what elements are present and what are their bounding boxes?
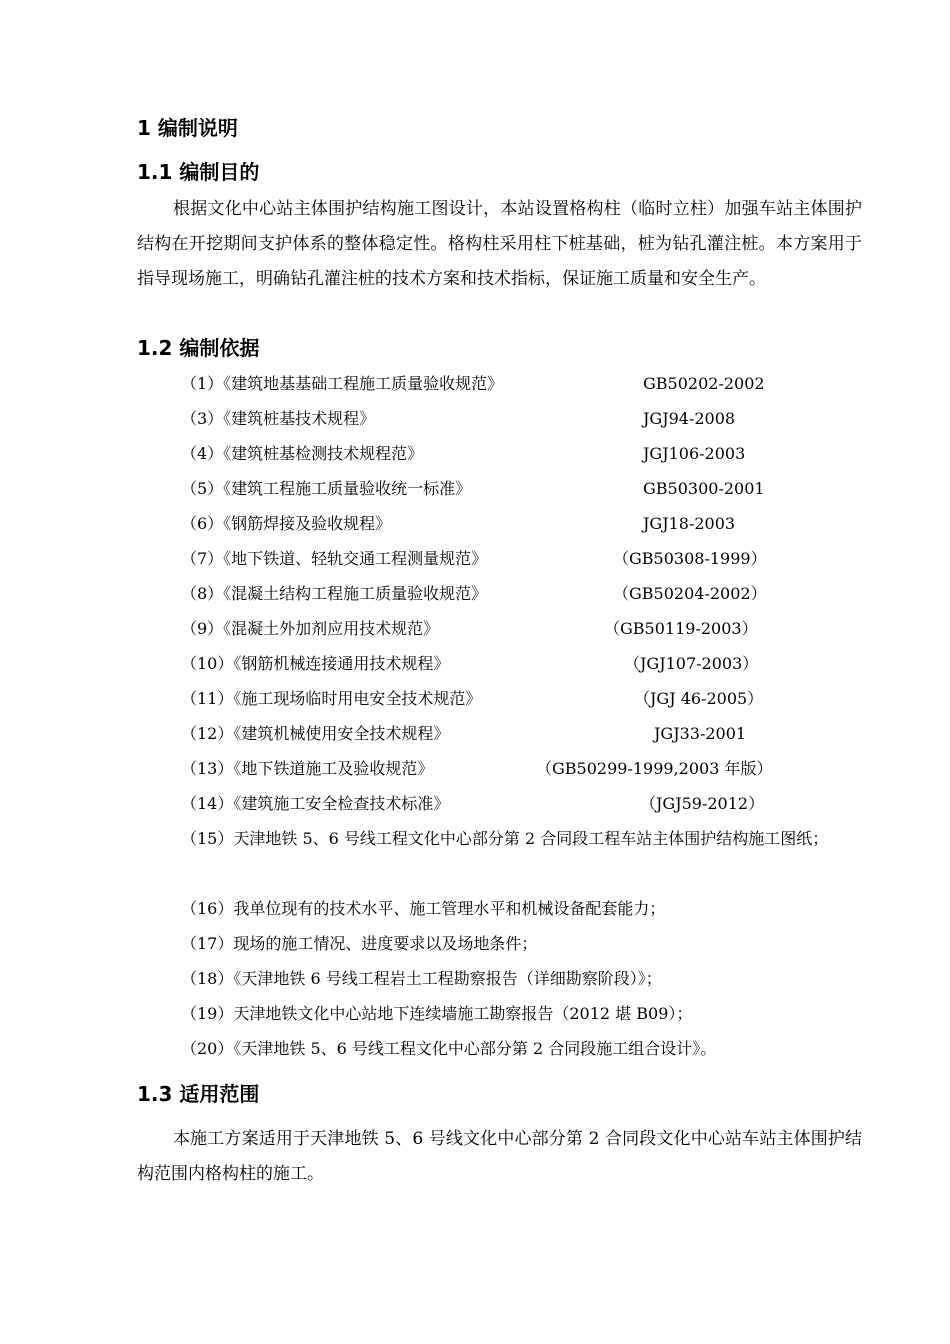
heading-1-2: 1.2 编制依据 <box>137 336 260 360</box>
reference-code: （GB50308-1999） <box>613 549 767 568</box>
reference-title: （13）《地下铁道施工及验收规范》 <box>181 759 434 778</box>
reference-code: GB50300-2001 <box>643 479 765 498</box>
reference-code: （JGJ 46-2005） <box>634 689 764 708</box>
reference-title: （7）《地下铁道、轻轨交通工程测量规范》 <box>181 549 488 568</box>
reference-code: JGJ106-2003 <box>643 444 746 463</box>
reference-title: （14）《建筑施工安全检查技术标准》 <box>181 794 450 813</box>
reference-title: （9）《混凝土外加剂应用技术规范》 <box>181 619 440 638</box>
reference-title: （8）《混凝土结构工程施工质量验收规范》 <box>181 584 488 603</box>
heading-1: 1 编制说明 <box>137 116 238 140</box>
reference-title: （4）《建筑桩基检测技术规程范》 <box>181 444 424 463</box>
reference-title: （5）《建筑工程施工质量验收统一标准》 <box>181 479 472 498</box>
reference-item-20: （20）《天津地铁 5、6 号线工程文化中心部分第 2 合同段施工组合设计》。 <box>181 1039 717 1058</box>
purpose-paragraph: 根据文化中心站主体围护结构施工图设计，本站设置格构柱（临时立柱）加强车站主体围护结构在开挖期间支护体系的整体稳定性。格构柱采用柱下桩基础，桩为钻孔灌注桩。本方案用于指导现场施工，明确钻孔灌注桩的技术方案和技术指标，保证施工质量和安全生产。 <box>137 199 862 289</box>
scope-paragraph: 本施工方案适用于天津地铁 5、6 号线文化中心部分第 2 合同段文化中心站车站主体围护结构范围内格构柱的施工。 <box>137 1129 862 1184</box>
reference-item <box>0 681 950 716</box>
reference-item <box>0 401 950 436</box>
reference-item <box>0 751 950 786</box>
reference-title: （12）《建筑机械使用安全技术规程》 <box>181 724 450 743</box>
reference-item <box>0 471 950 506</box>
reference-item <box>0 576 950 611</box>
reference-code: JGJ18-2003 <box>643 514 736 533</box>
reference-item <box>0 541 950 576</box>
reference-code: GB50202-2002 <box>643 374 765 393</box>
reference-item-18: （18）《天津地铁 6 号线工程岩土工程勘察报告（详细勘察阶段）》； <box>181 969 662 988</box>
reference-code: （GB50204-2002） <box>613 584 767 603</box>
reference-title: （1）《建筑地基基础工程施工质量验收规范》 <box>181 374 504 393</box>
reference-item <box>0 786 950 821</box>
reference-item <box>0 506 950 541</box>
reference-title: （11）《施工现场临时用电安全技术规范》 <box>181 689 482 708</box>
reference-item <box>0 436 950 471</box>
reference-item <box>0 366 950 401</box>
reference-title: （6）《钢筋焊接及验收规程》 <box>181 514 392 533</box>
reference-item-16: （16）我单位现有的技术水平、施工管理水平和机械设备配套能力； <box>181 899 666 918</box>
reference-code: （GB50119-2003） <box>604 619 758 638</box>
heading-1-3: 1.3 适用范围 <box>137 1082 260 1106</box>
reference-title: （10）《钢筋机械连接通用技术规程》 <box>181 654 450 673</box>
reference-code: （JGJ59-2012） <box>640 794 765 813</box>
reference-code: （GB50299-1999,2003 年版） <box>536 759 773 778</box>
reference-code: JGJ94-2008 <box>643 409 736 428</box>
heading-1-1: 1.1 编制目的 <box>137 160 260 184</box>
reference-code: JGJ33-2001 <box>654 724 747 743</box>
reference-item-19: （19）天津地铁文化中心站地下连续墙施工勘察报告（2012 堪 B09）； <box>181 1004 693 1023</box>
reference-title: （3）《建筑桩基技术规程》 <box>181 409 376 428</box>
reference-item <box>0 716 950 751</box>
reference-item <box>0 646 950 681</box>
reference-item-15: （15）天津地铁 5、6 号线工程文化中心部分第 2 合同段工程车站主体围护结构施工图纸； <box>181 829 829 848</box>
reference-code: （JGJ107-2003） <box>624 654 759 673</box>
reference-item <box>0 611 950 646</box>
reference-item-17: （17）现场的施工情况、进度要求以及场地条件； <box>181 934 538 953</box>
